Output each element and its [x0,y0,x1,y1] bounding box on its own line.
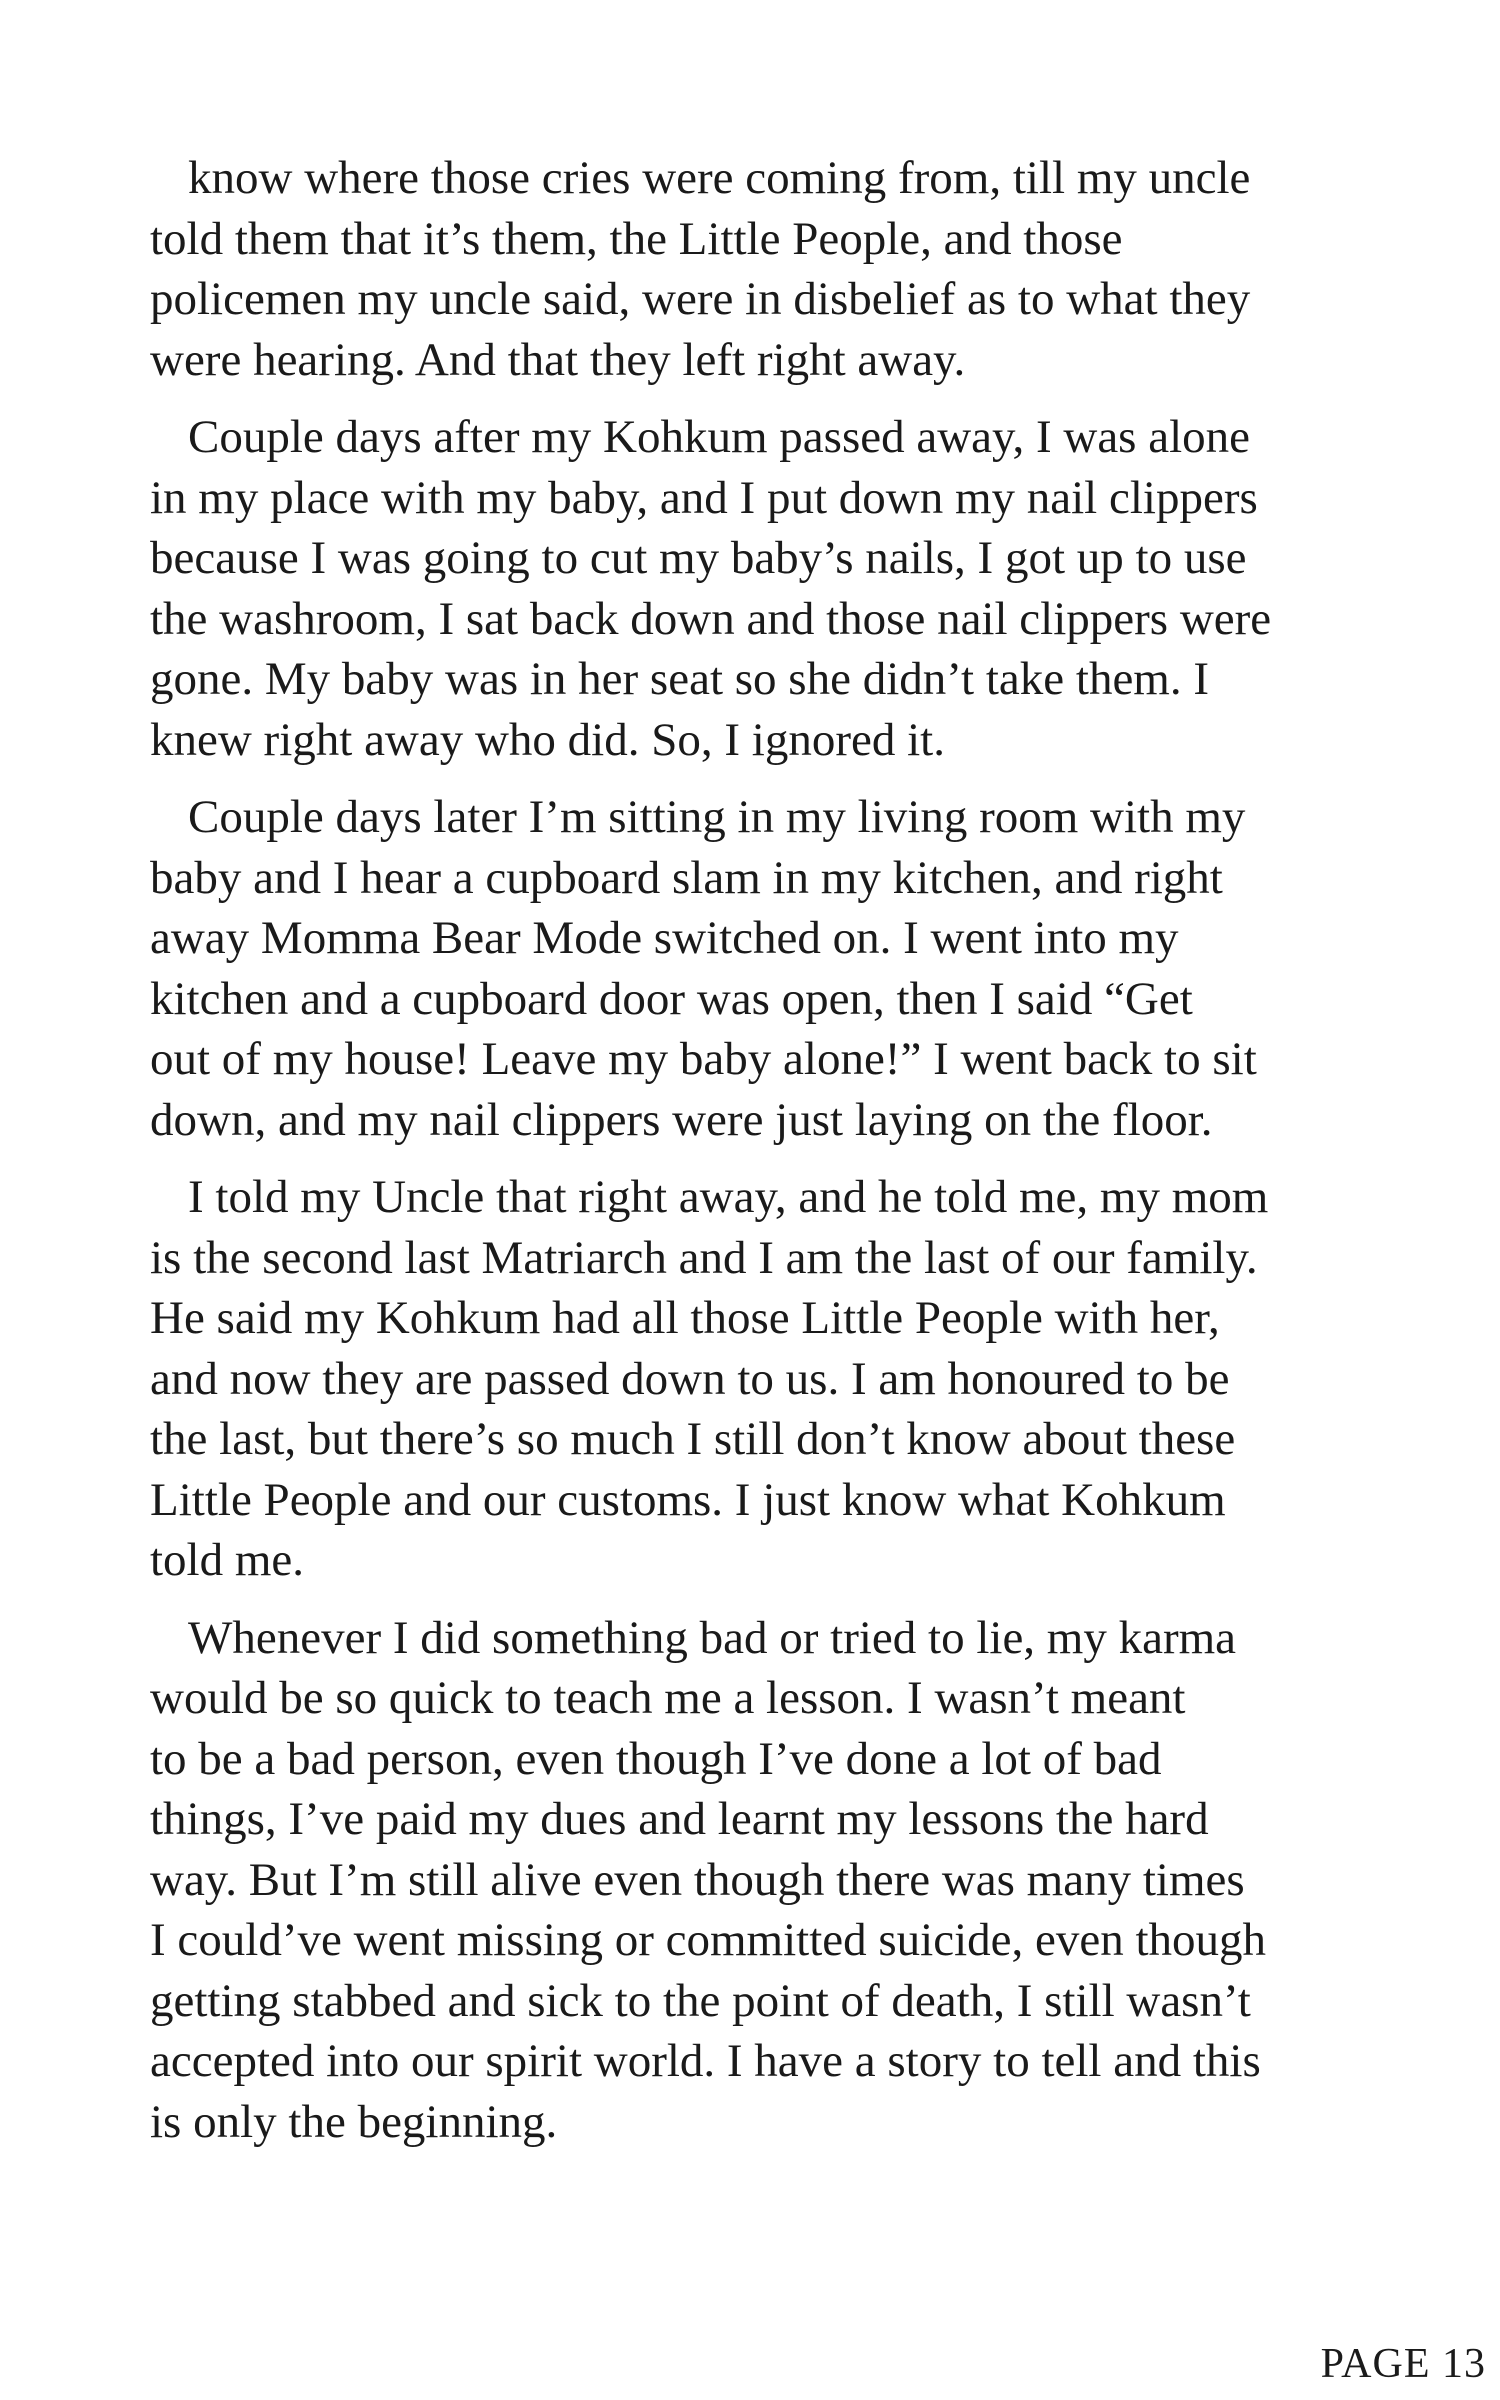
paragraph-4: I told my Uncle that right away, and he told me, my mom is the second last Matriarch and I am the last of our family. He said my Kohkum had all those Little People with her, and now they are passed down to us. I am honoured to be the last, but there’s so much I still don’t know about these Little People and our customs. I just know what Kohkum told me. [150,1171,1269,1586]
paragraph-1: know where those cries were coming from, till my uncle told them that it’s them, the Little People, and those policemen my uncle said, were in disbelief as to what they were hearing. And that they left right away. [150,152,1251,386]
paragraph-3: Couple days later I’m sitting in my living room with my baby and I hear a cupboard slam in my kitchen, and right away Momma Bear Mode switched on. I went into my kitchen and a cupboard door was open, then I said “Get out of my house! Leave my baby alone!” I went back to sit down, and my nail clippers were just laying on the floor. [150,791,1257,1146]
page-body-text [150,148,1360,2169]
page-number: PAGE 13 [1320,2341,1486,2387]
paragraph-2: Couple days after my Kohkum passed away, I was alone in my place with my baby, and I put down my nail clippers because I was going to cut my baby’s nails, I got up to use the washroom, I sat back down and those nail clippers were gone. My baby was in her seat so she didn’t take them. I knew right away who did. So, I ignored it. [150,411,1272,766]
paragraph-5: Whenever I did something bad or tried to lie, my karma would be so quick to teach me a lesson. I wasn’t meant to be a bad person, even though I’ve done a lot of bad things, I’ve paid my dues and learnt my lessons the hard way. But I’m still alive even though there was many times I could’ve went missing or committed suicide, even though getting stabbed and sick to the point of death, I still wasn’t accepted into our spirit world. I have a story to tell and this is only the beginning. [150,1611,1267,2148]
